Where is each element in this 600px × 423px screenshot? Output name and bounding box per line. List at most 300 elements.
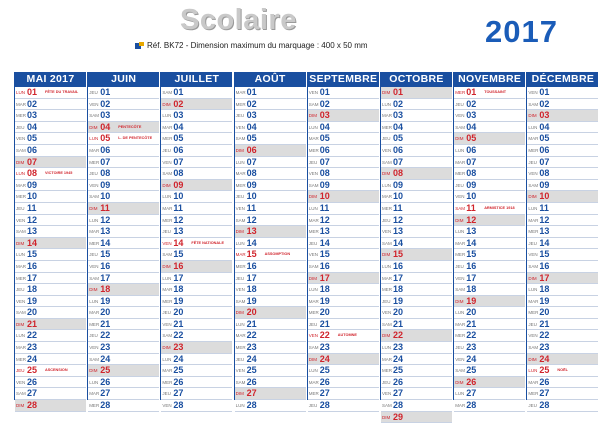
weekday-label: SAM	[528, 263, 539, 269]
day-row	[381, 249, 452, 261]
weekday-label: VEN	[528, 252, 538, 258]
weekday-label: MER	[16, 194, 26, 200]
day-row	[308, 238, 379, 250]
day-number: 14	[173, 237, 184, 248]
day-row	[527, 191, 598, 203]
weekday-label: LUN	[235, 321, 245, 327]
day-row	[235, 145, 306, 157]
day-row	[454, 377, 525, 389]
day-number: 15	[246, 249, 257, 260]
day-number: 05	[319, 133, 330, 144]
day-row	[308, 215, 379, 227]
day-number: 21	[319, 318, 330, 329]
weekday-label: MER	[455, 252, 466, 258]
day-number: 17	[539, 272, 550, 283]
weekday-label: DIM	[16, 321, 25, 327]
weekday-label: JEU	[382, 379, 391, 385]
day-row	[308, 284, 379, 296]
weekday-label: MER	[382, 124, 392, 130]
day-row	[88, 87, 159, 99]
day-number: 09	[319, 179, 330, 190]
weekday-label: MAR	[528, 136, 539, 142]
day-number: 26	[466, 376, 477, 387]
day-row	[15, 261, 86, 273]
holiday-label: NOËL	[557, 368, 568, 373]
weekday-label: DIM	[89, 287, 98, 293]
day-row	[161, 342, 232, 354]
weekday-label: SAM	[162, 90, 173, 95]
day-number: 05	[393, 133, 404, 144]
day-row	[161, 157, 232, 169]
day-row	[235, 99, 306, 111]
weekday-label: MAR	[308, 298, 319, 304]
day-number: 13	[539, 226, 550, 237]
weekday-label: VEN	[235, 205, 245, 211]
reference-text: Réf. BK72 - Dimension maximum du marquage : 400 x 50 mm	[147, 41, 368, 50]
weekday-label: MAR	[455, 159, 466, 165]
day-number: 12	[319, 214, 330, 225]
day-number: 24	[173, 353, 184, 364]
calendar-year: 2017	[485, 14, 558, 49]
weekday-label: JEU	[308, 403, 318, 409]
day-row	[88, 284, 159, 296]
day-number: 13	[246, 226, 257, 237]
day-row	[527, 284, 598, 296]
day-number: 02	[319, 98, 330, 109]
weekday-label: VEN	[455, 275, 465, 281]
day-row	[527, 400, 598, 412]
calendar-title: Scolaire	[180, 4, 297, 36]
day-number: 03	[393, 110, 404, 121]
day-number: 19	[393, 295, 404, 306]
day-number: 04	[173, 121, 184, 132]
holiday-label: VICTOIRE 1945	[45, 171, 73, 176]
day-number: 18	[319, 284, 330, 295]
weekday-label: LUN	[235, 240, 245, 246]
weekday-label: DIM	[235, 229, 244, 235]
day-number: 23	[246, 342, 257, 353]
day-row	[161, 133, 232, 145]
day-row	[88, 354, 159, 366]
day-row	[454, 180, 525, 192]
day-row	[15, 87, 86, 99]
day-row	[308, 388, 379, 400]
day-row	[527, 145, 598, 157]
day-row	[161, 249, 232, 261]
day-number: 25	[27, 365, 38, 376]
weekday-label: JEU	[235, 113, 245, 119]
day-row	[161, 365, 232, 377]
day-row	[235, 87, 306, 99]
day-number: 23	[27, 342, 38, 353]
day-number: 03	[246, 110, 257, 121]
weekday-label: SAM	[235, 136, 246, 142]
day-number: 03	[539, 110, 550, 121]
weekday-label: DIM	[162, 345, 171, 351]
day-number: 20	[173, 307, 184, 318]
weekday-label: SAM	[382, 403, 392, 409]
day-row	[308, 307, 379, 319]
day-number: 01	[100, 87, 111, 97]
weekday-label: JEU	[455, 345, 464, 351]
day-row	[381, 284, 452, 296]
day-number: 19	[246, 295, 257, 306]
weekday-label: JEU	[528, 159, 537, 165]
day-row	[15, 388, 86, 400]
day-number: 12	[173, 214, 184, 225]
day-number: 22	[173, 330, 184, 341]
weekday-label: MAR	[162, 205, 173, 211]
calendar-grid	[14, 72, 600, 422]
weekday-label: DIM	[382, 414, 391, 420]
day-number: 18	[539, 284, 550, 295]
day-row	[381, 168, 452, 180]
weekday-label: SAM	[89, 356, 99, 362]
weekday-label: VEN	[528, 333, 538, 339]
day-row	[15, 191, 86, 203]
day-row	[454, 87, 525, 99]
day-number: 26	[246, 376, 257, 387]
day-row	[381, 203, 452, 215]
day-row	[88, 180, 159, 192]
month-header: AOÛT	[235, 72, 306, 87]
day-row	[161, 284, 232, 296]
day-number: 06	[100, 144, 111, 155]
day-row	[235, 400, 306, 412]
weekday-label: VEN	[382, 229, 392, 235]
day-number: 26	[319, 376, 330, 387]
day-number: 18	[173, 284, 184, 295]
holiday-label: ASCENSION	[45, 368, 68, 373]
day-number: 12	[466, 214, 477, 225]
day-row	[161, 307, 232, 319]
day-number: 03	[27, 110, 38, 121]
weekday-label: DIM	[455, 136, 464, 142]
day-row	[235, 388, 306, 400]
day-number: 20	[466, 307, 477, 318]
month-column	[380, 72, 452, 422]
day-number: 24	[319, 353, 330, 364]
weekday-label: JEU	[308, 159, 318, 165]
weekday-label: MER	[235, 345, 246, 351]
day-number: 28	[319, 400, 330, 411]
day-row	[88, 342, 159, 354]
weekday-label: MER	[16, 275, 26, 281]
day-row	[15, 319, 86, 331]
day-row	[381, 307, 452, 319]
day-number: 24	[100, 353, 111, 364]
day-number: 02	[539, 98, 550, 109]
day-number: 05	[539, 133, 550, 144]
day-row	[161, 354, 232, 366]
day-row	[454, 133, 525, 145]
day-number: 21	[27, 318, 38, 329]
day-number: 06	[466, 144, 477, 155]
weekday-label: VEN	[308, 333, 319, 339]
weekday-label: MAR	[235, 171, 246, 177]
weekday-label: MER	[455, 333, 466, 339]
day-number: 04	[100, 121, 111, 132]
day-number: 17	[100, 272, 111, 283]
day-row	[308, 365, 379, 377]
day-row	[15, 330, 86, 342]
day-number: 05	[466, 133, 477, 144]
month-column	[307, 72, 379, 411]
day-list	[161, 87, 232, 412]
day-row	[308, 226, 379, 238]
weekday-label: DIM	[308, 194, 318, 200]
weekday-label: VEN	[235, 287, 245, 293]
day-row	[88, 249, 159, 261]
weekday-label: LUN	[528, 205, 538, 211]
day-row	[454, 157, 525, 169]
weekday-label: VEN	[528, 171, 538, 177]
day-number: 26	[393, 376, 404, 387]
day-row	[235, 330, 306, 342]
day-number: 06	[539, 144, 550, 155]
day-number: 17	[319, 272, 330, 283]
weekday-label: MER	[89, 240, 100, 246]
weekday-label: JEU	[89, 90, 98, 95]
day-number: 27	[27, 388, 38, 399]
day-number: 17	[246, 272, 257, 283]
day-number: 16	[100, 260, 111, 271]
day-row	[381, 87, 452, 99]
day-row	[15, 110, 86, 122]
day-number: 11	[246, 202, 257, 213]
day-number: 14	[393, 237, 404, 248]
day-number: 25	[100, 365, 111, 376]
weekday-label: MER	[455, 171, 466, 177]
day-number: 05	[27, 133, 38, 144]
day-number: 01	[246, 87, 257, 97]
day-row	[235, 133, 306, 145]
weekday-label: JEU	[382, 217, 391, 223]
weekday-label: DIM	[162, 101, 171, 107]
day-row	[161, 226, 232, 238]
day-row	[381, 388, 452, 400]
day-row	[15, 133, 86, 145]
weekday-label: MAR	[528, 217, 539, 223]
weekday-label: MAR	[455, 403, 466, 409]
weekday-label: SAM	[89, 275, 99, 281]
day-row	[454, 203, 525, 215]
day-number: 03	[100, 110, 111, 121]
day-row	[88, 238, 159, 250]
day-number: 08	[100, 168, 111, 179]
day-row	[88, 307, 159, 319]
weekday-label: MER	[162, 136, 173, 142]
weekday-label: JEU	[382, 298, 391, 304]
day-number: 18	[27, 284, 38, 295]
weekday-label: SAM	[235, 298, 246, 304]
day-number: 19	[466, 295, 477, 306]
month-header: JUIN	[88, 72, 159, 87]
weekday-label: MAR	[16, 101, 26, 107]
weekday-label: LUN	[528, 287, 538, 293]
day-number: 20	[539, 307, 550, 318]
weekday-label: SAM	[455, 124, 465, 130]
weekday-label: DIM	[528, 194, 537, 200]
weekday-label: JEU	[455, 101, 464, 107]
weekday-label: LUN	[382, 345, 392, 351]
holiday-label: ARMISTICE 1918	[484, 205, 515, 210]
day-number: 19	[173, 295, 184, 306]
weekday-label: LUN	[16, 333, 26, 339]
weekday-label: VEN	[455, 356, 465, 362]
day-row	[308, 168, 379, 180]
weekday-label: SAM	[89, 113, 99, 119]
day-number: 10	[173, 191, 184, 202]
weekday-label: JEU	[308, 240, 318, 246]
day-row	[454, 110, 525, 122]
day-row	[88, 191, 159, 203]
day-row	[527, 330, 598, 342]
day-row	[454, 273, 525, 285]
day-list	[454, 87, 525, 412]
day-row	[381, 330, 452, 342]
day-row	[454, 99, 525, 111]
day-number: 22	[393, 330, 404, 341]
weekday-label: LUN	[308, 205, 318, 211]
month-column	[453, 72, 525, 411]
day-row	[454, 388, 525, 400]
weekday-label: VEN	[382, 391, 392, 397]
day-number: 01	[319, 87, 330, 97]
day-row	[88, 203, 159, 215]
day-number: 22	[319, 330, 330, 341]
weekday-label: DIM	[235, 147, 244, 153]
day-row	[15, 145, 86, 157]
weekday-label: SAM	[455, 287, 465, 293]
weekday-label: LUN	[235, 159, 245, 165]
day-row	[88, 273, 159, 285]
day-row	[15, 284, 86, 296]
day-number: 14	[539, 237, 550, 248]
weekday-label: JEU	[16, 287, 25, 293]
day-number: 18	[466, 284, 477, 295]
day-row	[235, 319, 306, 331]
weekday-label: SAM	[308, 345, 319, 351]
day-row	[381, 261, 452, 273]
day-row	[161, 122, 232, 134]
weekday-label: SAM	[528, 345, 539, 351]
weekday-label: JEU	[89, 333, 98, 339]
day-row	[527, 319, 598, 331]
day-number: 27	[393, 388, 404, 399]
day-row	[454, 226, 525, 238]
day-number: 20	[393, 307, 404, 318]
day-row	[527, 273, 598, 285]
day-row	[527, 388, 598, 400]
weekday-label: LUN	[528, 124, 538, 130]
day-row	[15, 249, 86, 261]
day-number: 23	[319, 342, 330, 353]
month-column	[160, 72, 232, 411]
day-row	[527, 168, 598, 180]
day-row	[308, 296, 379, 308]
day-row	[381, 400, 452, 412]
weekday-label: MAR	[162, 368, 173, 374]
weekday-label: VEN	[16, 298, 26, 304]
day-row	[235, 226, 306, 238]
weekday-label: MAR	[162, 287, 173, 293]
day-row	[381, 99, 452, 111]
weekday-label: DIM	[89, 368, 98, 374]
day-number: 25	[466, 365, 477, 376]
day-row	[15, 400, 86, 412]
day-number: 18	[246, 284, 257, 295]
day-row	[454, 307, 525, 319]
weekday-label: DIM	[455, 298, 464, 304]
day-row	[235, 157, 306, 169]
day-number: 02	[173, 98, 184, 109]
day-row	[454, 191, 525, 203]
day-number: 13	[393, 226, 404, 237]
weekday-label: MAR	[235, 252, 246, 258]
day-row	[308, 319, 379, 331]
day-number: 16	[319, 260, 330, 271]
weekday-label: VEN	[162, 403, 172, 409]
weekday-label: VEN	[235, 124, 245, 130]
day-row	[161, 191, 232, 203]
day-number: 04	[393, 121, 404, 132]
weekday-label: JEU	[382, 136, 391, 142]
day-number: 08	[319, 168, 330, 179]
day-number: 17	[466, 272, 477, 283]
day-number: 28	[539, 400, 550, 411]
day-number: 28	[100, 400, 111, 411]
day-row	[15, 238, 86, 250]
day-number: 06	[173, 144, 184, 155]
day-number: 15	[466, 249, 477, 260]
day-row	[15, 168, 86, 180]
weekday-label: VEN	[162, 159, 172, 165]
day-number: 06	[27, 144, 38, 155]
day-number: 03	[173, 110, 184, 121]
day-row	[308, 377, 379, 389]
day-row	[308, 122, 379, 134]
weekday-label: LUN	[382, 101, 392, 107]
day-number: 27	[466, 388, 477, 399]
day-number: 10	[539, 191, 550, 202]
day-row	[88, 133, 159, 145]
weekday-label: VEN	[235, 368, 245, 374]
weekday-label: VEN	[455, 113, 465, 119]
day-row	[235, 377, 306, 389]
day-number: 12	[246, 214, 257, 225]
day-row	[381, 342, 452, 354]
holiday-label: AUTOMNE	[337, 333, 357, 338]
weekday-label: DIM	[162, 182, 171, 188]
day-row	[454, 168, 525, 180]
day-row	[527, 365, 598, 377]
day-number: 09	[173, 179, 184, 190]
weekday-label: LUN	[455, 391, 465, 397]
day-row	[161, 215, 232, 227]
day-number: 07	[393, 156, 404, 167]
day-row	[527, 226, 598, 238]
weekday-label: MAR	[16, 263, 26, 269]
day-number: 14	[466, 237, 477, 248]
day-number: 07	[173, 156, 184, 167]
day-number: 05	[246, 133, 257, 144]
weekday-label: MER	[528, 310, 539, 316]
weekday-label: SAM	[162, 333, 173, 339]
day-number: 24	[27, 353, 38, 364]
weekday-label: MAR	[382, 356, 392, 362]
calendar-header	[0, 0, 600, 72]
